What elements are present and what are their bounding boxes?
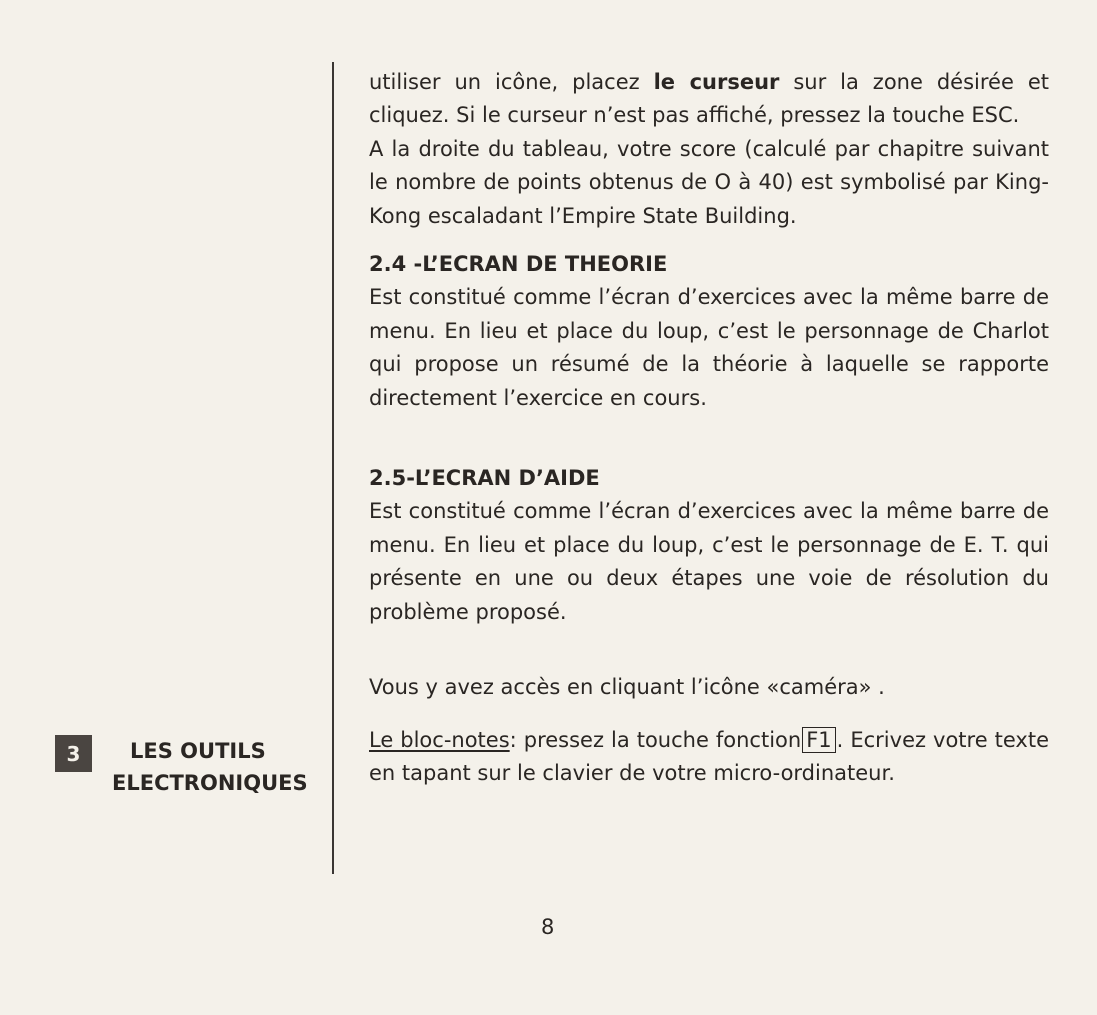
paragraph-ecran-theorie: Est constitué comme l’écran d’exercices avec la même barre de menu. En lieu et place du loup, c’est le personnage de Charlot qui propose un résumé de la théorie à laquelle se rapporte directement l’exercice en cours. bbox=[369, 285, 1049, 410]
paragraph-ecran-aide: Est constitué comme l’écran d’exercices avec la même barre de menu. En lieu et place du loup, c’est le personnage de E. T. qui présente en une ou deux étapes une voie de résolution du problème proposé. bbox=[369, 499, 1049, 624]
main-text-column bbox=[369, 66, 1049, 790]
intro-paragraph-score: A la droite du tableau, votre score (calculé par chapitre suivant le nombre de points obtenus de O à 40) est symbolisé par King-Kong escaladant l’Empire State Building. bbox=[369, 136, 1049, 228]
heading-ecran-aide: 2.5-L’ECRAN D’AIDE bbox=[369, 466, 600, 491]
manual-page: utiliser un icône, placez le curseur sur la zone désirée et cliquez. Si le curseur n’est pas affiché, pressez la touche ESC. A la droite du tableau, votre score (calculé par chapitre suivant le nombre de points obtenus de O à 40) est symbolisé par King-Kong escaladant l’Empire State Building. 2.4 -L’ECRAN DE THEORIE Est constitué comme l’écran d’exercices avec la même barre de menu. En lieu et place du loup, c’est le personnage de Charlot qui propose un résumé de la théorie à laquelle se rapporte directement l’exercice en cours. 2.5-L’ECRAN D’AIDE Est constitué comme l’écran d’exercices avec la même barre de menu. En lieu et place du loup, c’est le personnage de E. T. qui présente en une ou deux étapes une voie de résolution du problème proposé. Vous y avez accès en cliquant l’icône «caméra» . Le bloc-notes: pressez la touche fonction F1 . Ecrivez votre texte en tapant sur le clavier de votre micro-ordinateur. 3 LES OUTILS ELECTRONIQUES 8 bbox=[0, 0, 1097, 1015]
paragraph-outils-intro: Vous y avez accès en cliquant l’icône «caméra» . bbox=[369, 675, 885, 700]
cursor-term: le curseur bbox=[653, 70, 780, 94]
heading-ecran-theorie: 2.4 -L’ECRAN DE THEORIE bbox=[369, 252, 668, 277]
column-divider bbox=[332, 62, 334, 874]
bloc-notes-label: Le bloc-notes bbox=[369, 727, 510, 752]
chapter-number-badge: 3 bbox=[55, 735, 92, 772]
f1-key-icon: F1 bbox=[802, 727, 835, 753]
chapter-title: LES OUTILS ELECTRONIQUES bbox=[112, 739, 308, 795]
paragraph-bloc-notes: Le bloc-notes: pressez la touche fonction F1 . Ecrivez votre texte en tapant sur le clavier de votre micro-ordinateur. bbox=[369, 727, 1049, 785]
intro-paragraph-cursor: utiliser un icône, placez le curseur sur la zone désirée et cliquez. Si le curseur n’est pas affiché, pressez la touche ESC. bbox=[369, 70, 1049, 128]
